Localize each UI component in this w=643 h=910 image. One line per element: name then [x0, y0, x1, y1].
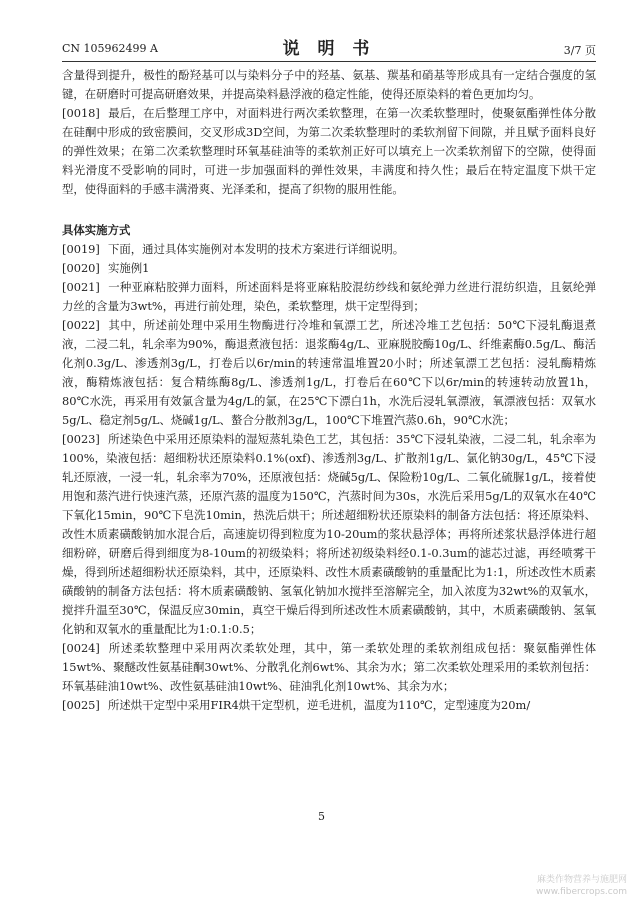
header-divider — [62, 61, 596, 62]
paragraph-number: [0023] — [62, 432, 100, 446]
paragraph-number: [0019] — [62, 242, 100, 256]
paragraph-number: [0021] — [62, 280, 100, 294]
document-title: 说 明 书 — [282, 39, 376, 59]
paragraph-text: 所述柔软整理中采用两次柔软处理，其中，第一柔软处理的柔软剂组成包括：聚氨酯弹性体15wt%、聚醚改性氨基硅酮30wt%、分散乳化剂6wt%、其余为水；第二次柔软处理采用的柔软剂包括：环氧基硅油10wt%、改性氨基硅油10wt%、硅油乳化剂10wt%、其余为水； — [62, 641, 596, 693]
paragraph — [62, 639, 596, 696]
section-heading-text: 具体实施方式 — [62, 223, 131, 237]
watermark-url: www.fibercrops.com — [536, 887, 627, 897]
paragraph — [62, 240, 596, 259]
paragraph-text: 下面，通过具体实施例对本发明的技术方案进行详细说明。 — [108, 242, 405, 256]
paragraph-number: [0024] — [62, 641, 100, 655]
watermark-site-name: 麻类作物营养与施肥网 — [536, 875, 627, 885]
page-number: 5 — [318, 810, 325, 823]
paragraph — [62, 430, 596, 639]
paragraph-number: [0025] — [62, 698, 100, 712]
site-watermark — [536, 874, 627, 898]
paragraph-number: [0022] — [62, 318, 100, 332]
paragraph — [62, 104, 596, 199]
paragraph — [62, 316, 596, 430]
paragraph — [62, 278, 596, 316]
document-body — [62, 66, 596, 715]
paragraph-text: 所述染色中采用还原染料的湿短蒸轧染色工艺，其包括：35℃下浸轧染液，二浸二轧，轧余率为100%，染液包括：超细粉状还原染料0.1%(oxf)、渗透剂3g/L、扩散剂1g/L、氯化钠30g/L，45℃下浸轧还原液，一浸一轧，轧余率为70%，还原液包括：烧碱5g/L、保险粉10g/L、二氧化硫脲1g/L，接着使用饱和蒸汽进行快速汽蒸，还原汽蒸的温度为150℃，汽蒸时间为30s，水洗后采用5g/L的双氧水在40℃下氧化15min，90℃下皂洗10min，热洗后烘干；所述超细粉状还原染料的制备方法包括：将还原染料、改性木质素磺酸钠加水混合后，高速旋切得到粒度为10-20um的浆状悬浮体；再将所述浆状悬浮体进行超细粉碎，研磨后得到细度为8-10um的初级染料；将所述初级染料经0.1-0.3um的滤芯过滤，再经喷雾干燥，得到所述超细粉状还原染料，其中，还原染料、改性木质素磺酸钠的重量配比为1:1，所述改性木质素磺酸钠的制备方法包括：将木质素磺酸钠、氢氧化钠加水搅拌至溶解完全，加入浓度为32wt%的双氧水，搅拌升温至30℃，保温反应30min，真空干燥后得到所述改性木质素磺酸钠，其中，木质素磺酸钠、氢氧化钠和双氧水的重量配比为1:0.1:0.5； — [62, 432, 596, 636]
paragraph — [62, 696, 596, 715]
paragraph-text: 含量得到提升，极性的酚羟基可以与染料分子中的羟基、氨基、羰基和硝基等形成具有一定结合强度的氢键，在研磨时可提高研磨效果，并提高染料悬浮液的稳定性能，使得还原染料的着色更加均匀。 — [62, 68, 596, 101]
paragraph — [62, 259, 596, 278]
paragraph-number: [0020] — [62, 261, 100, 275]
paragraph-text: 其中，所述前处理中采用生物酶进行冷堆和氧漂工艺，所述冷堆工艺包括：50℃下浸轧酶退煮液，二浸二轧，轧余率为90%，酶退煮液包括：退浆酶4g/L、亚麻脱胶酶10g/L、纤维素酶0.5g/L、酶活化剂0.3g/L、渗透剂3g/L，打卷后以6r/min的转速常温堆置20小时；所述氧漂工艺包括：浸轧酶精炼液，酶精炼液包括：复合精练酶8g/L、渗透剂1g/L，打卷后在60℃下以6r/min的转速转动放置1h，80℃水洗，再采用有效氯含量为4g/L的氯，在25℃下漂白1h，水洗后浸轧氧漂液，氧漂液包括：双氧水5g/L、稳定剂5g/L、烧碱1g/L、螯合分散剂3g/L，100℃下堆置汽蒸0.6h，90℃水洗； — [62, 318, 596, 427]
page-header — [62, 34, 596, 60]
page-indicator: 3/7 页 — [563, 44, 596, 57]
section-heading — [62, 221, 596, 240]
paragraph-text: 实施例1 — [108, 261, 150, 275]
paragraph-text: 最后，在后整理工序中，对面料进行两次柔软整理，在第一次柔软整理时，使聚氨酯弹性体分散在硅酮中形成的致密膜间，交叉形成3D空间，为第二次柔软整理时的柔软剂留下间隙，并且赋予面料良好的弹性效果；在第二次柔软整理时环氧基硅油等的柔软剂正好可以填充上一次柔软剂留下的空隙，使得面料光滑度不受影响的同时，可进一步加强面料的弹性效果，丰满度和持久性；最后在特定温度下烘干定型，使得面料的手感丰满滑爽、光泽柔和，提高了织物的服用性能。 — [62, 106, 596, 196]
paragraph — [62, 66, 596, 104]
paragraph-text: 一种亚麻粘胶弹力面料，所述面料是将亚麻粘胶混纺纱线和氨纶弹力丝进行混纺织造，且氨纶弹力丝的含量为3wt%，再进行前处理，染色，柔软整理，烘干定型得到； — [62, 280, 596, 313]
paragraph-number: [0018] — [62, 106, 100, 120]
patent-number: CN 105962499 A — [62, 42, 158, 55]
paragraph-text: 所述烘干定型中采用FIR4烘干定型机，逆毛进机，温度为110℃，定型速度为20m/ — [108, 698, 531, 712]
